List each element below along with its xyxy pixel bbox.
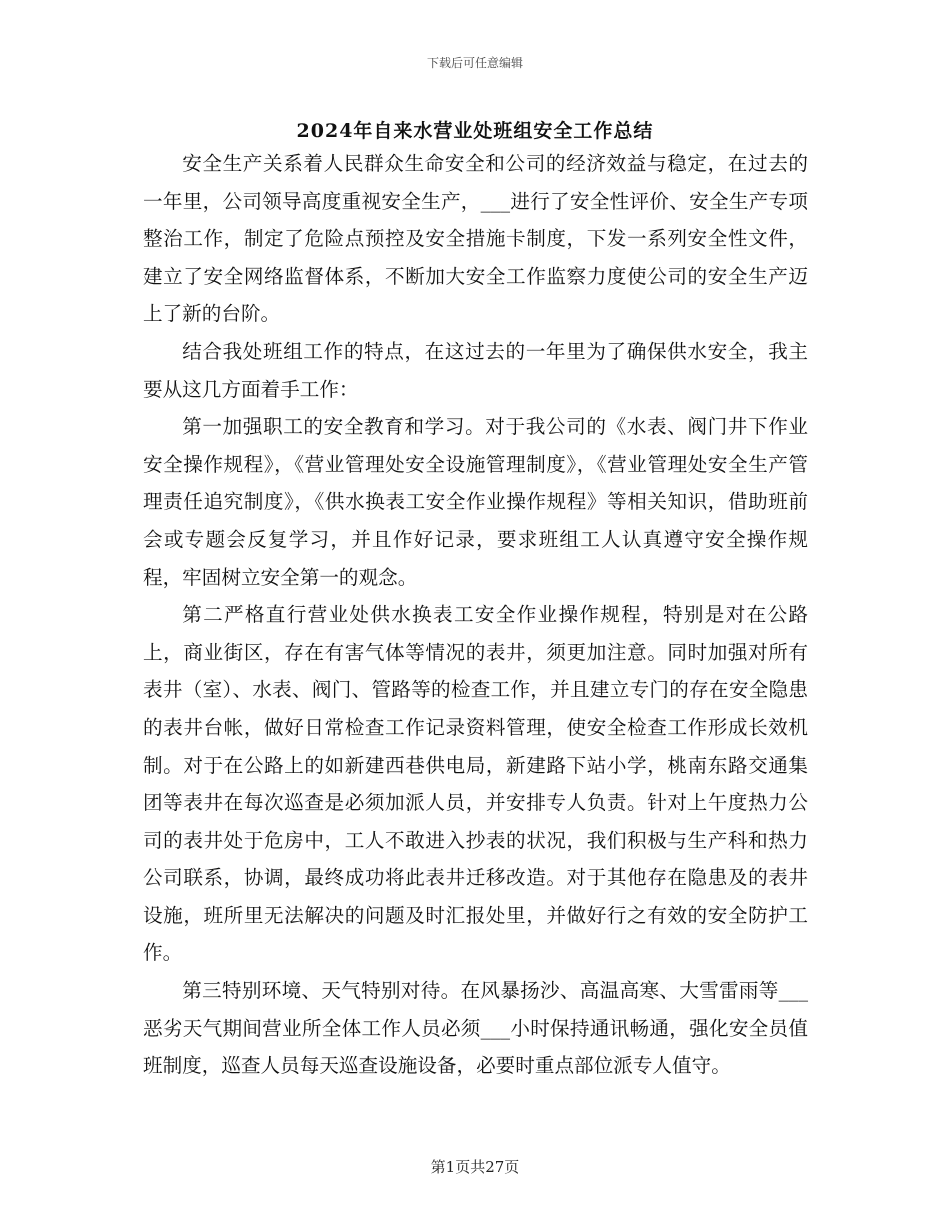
page-indicator: 第1页共27页 [430, 1158, 520, 1176]
paragraph-3: 第一加强职工的安全教育和学习。对于我公司的《水表、阀门井下作业安全操作规程》，《营业管理处安全设施管理制度》，《营业管理处安全生产管理责任追究制度》，《供水换表工安全作业操作规程》等相关知识，借助班前会或专题会反复学习，并且作好记录，要求班组工人认真遵守安全操作规程，牢固树立安全第一的观念。 [143, 415, 808, 589]
header-note: 下载后可任意编辑 [426, 56, 523, 70]
paragraph-5: 第三特别环境、天气特别对待。在风暴扬沙、高温高寒、大雪雷雨等___恶劣天气期间营业所全体工作人员必须___小时保持通讯畅通，强化安全员值班制度，巡查人员每天巡查设施设备，必要时重点部位派专人值守。 [143, 979, 808, 1078]
document-title: 2024年自来水营业处班组安全工作总结 [296, 120, 654, 142]
paragraph-2: 结合我处班组工作的特点，在这过去的一年里为了确保供水安全，我主要从这几方面着手工作： [143, 339, 808, 401]
document-body [143, 145, 808, 1085]
paragraph-4: 第二严格直行营业处供水换表工安全作业操作规程，特别是对在公路上，商业街区，存在有害气体等情况的表井，须更加注意。同时加强对所有表井（室）、水表、阀门、管路等的检查工作，并且建立专门的存在安全隐患的表井台帐，做好日常检查工作记录资料管理，使安全检查工作形成长效机制。对于在公路上的如新建西巷供电局，新建路下站小学，桃南东路交通集团等表井在每次巡查是必须加派人员，并安排专人负责。针对上午度热力公司的表井处于危房中，工人不敢进入抄表的状况，我们积极与生产科和热力公司联系，协调，最终成功将此表井迁移改造。对于其他存在隐患及的表井设施，班所里无法解决的问题及时汇报处里，并做好行之有效的安全防护工作。 [143, 603, 808, 965]
paragraph-1: 安全生产关系着人民群众生命安全和公司的经济效益与稳定，在过去的一年里，公司领导高度重视安全生产，___进行了安全性评价、安全生产专项整治工作，制定了危险点预控及安全措施卡制度，下发一系列安全性文件，建立了安全网络监督体系，不断加大安全工作监察力度使公司的安全生产迈上了新的台阶。 [143, 152, 808, 326]
